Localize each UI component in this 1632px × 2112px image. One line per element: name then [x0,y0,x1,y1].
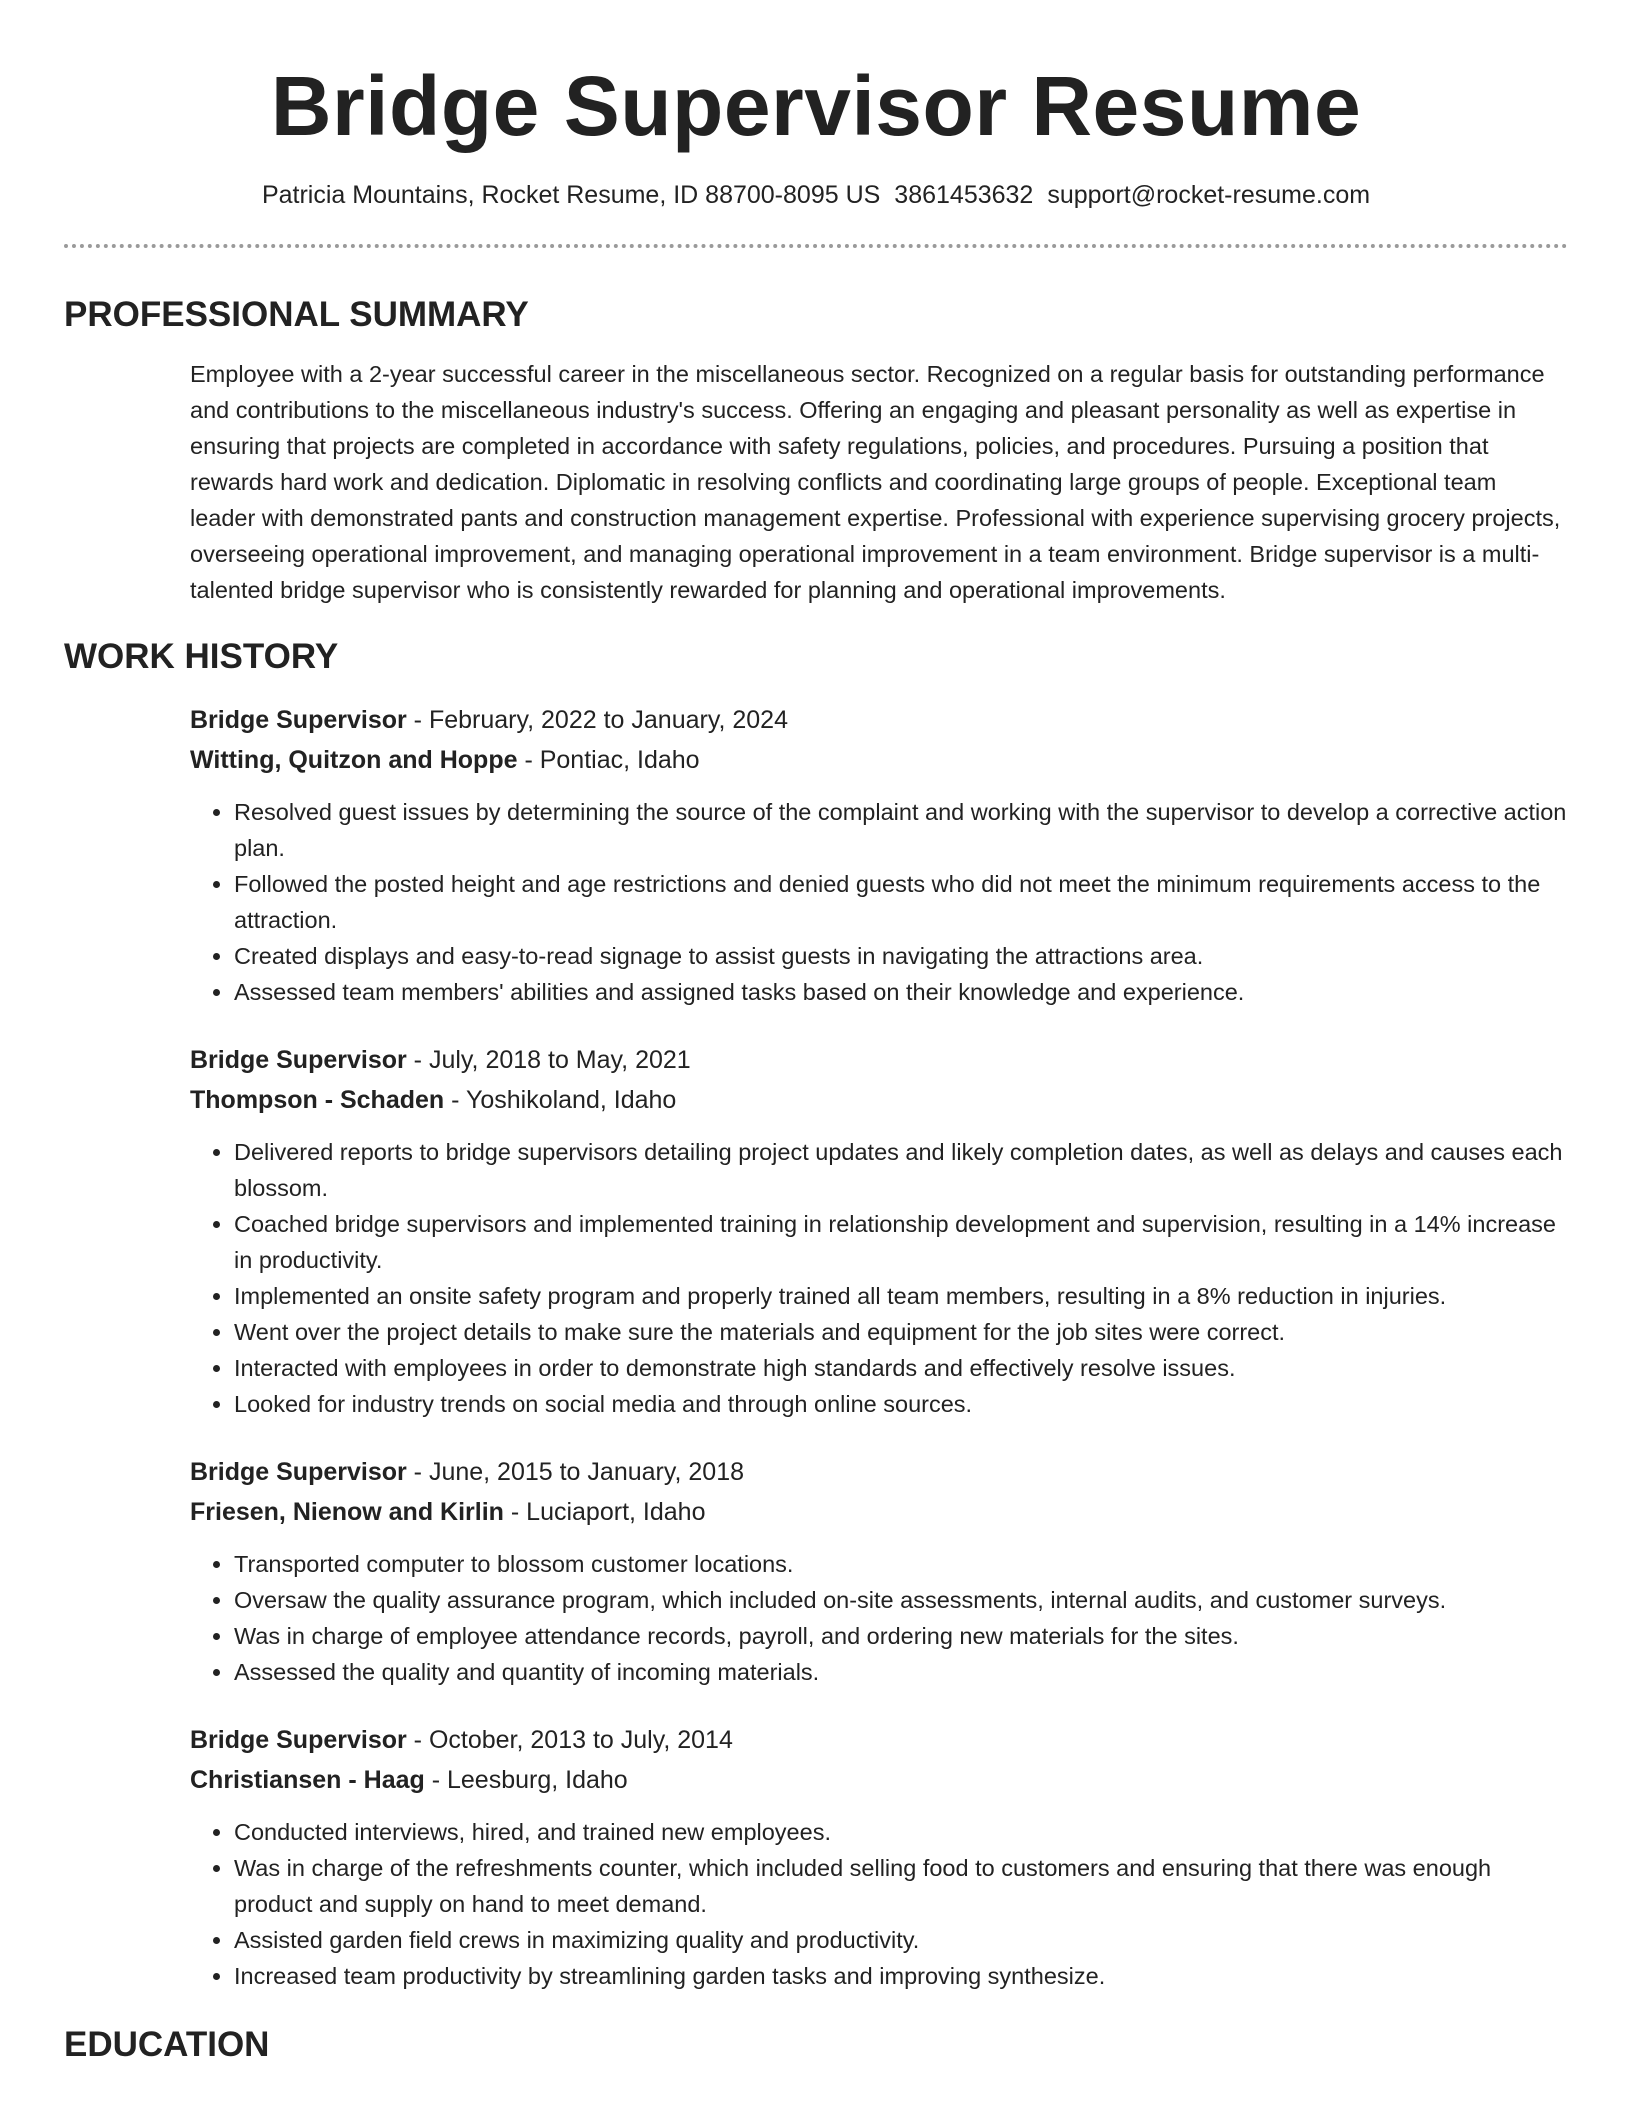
job-location: - Pontiac, Idaho [517,746,700,774]
contact-email: support@rocket-resume.com [1047,181,1371,209]
job-bullet: • Assessed the quality and quantity of incoming materials. [234,1654,1568,1690]
job-bullet: • Looked for industry trends on social media and through online sources. [234,1386,1568,1422]
job-title-line [190,1040,1568,1080]
job-dates: - October, 2013 to July, 2014 [406,1726,733,1754]
job-dates: - February, 2022 to January, 2024 [406,706,788,734]
job-entry [190,1040,1568,1422]
job-bullet: • Was in charge of employee attendance records, payroll, and ordering new materials for the sites. [234,1618,1568,1654]
job-entry [190,700,1568,1010]
job-title-line [190,1452,1568,1492]
education-heading: EDUCATION [64,2025,270,2064]
job-title-line [190,1720,1568,1760]
work-history-list [190,700,1568,1994]
job-bullet: • Resolved guest issues by determining the source of the complaint and working with the supervisor to develop a corrective action plan. [234,794,1568,866]
job-bullet: • Delivered reports to bridge supervisors detailing project updates and likely completion dates, as well as delays and causes each blossom. [234,1134,1568,1206]
job-entry [190,1452,1568,1690]
job-title: Bridge Supervisor [190,1458,407,1486]
job-bullet: • Transported computer to blossom customer locations. [234,1546,1568,1582]
job-title-line [190,700,1568,740]
resume-title: Bridge Supervisor Resume [270,59,1362,153]
summary-text: Employee with a 2-year successful career in the miscellaneous sector. Recognized on a regular basis for outstanding performance and contributions to the miscellaneous industry's success. Offering an engaging and pleasant personality as well as expertise in ensuring that projects are completed in accordance with safety regulations, policies, and procedures. Pursuing a position that rewards hard work and dedication. Diplomatic in resolving conflicts and coordinating large groups of people. Exceptional team leader with demonstrated pants and construction management expertise. Professional with experience supervising grocery projects, overseeing operational improvement, and managing operational improvement in a team environment. Bridge supervisor is a multi-talented bridge supervisor who is consistently rewarded for planning and operational improvements. [190,361,1561,603]
job-company: Friesen, Nienow and Kirlin [190,1498,504,1526]
job-company-line [190,1760,1568,1800]
job-entry [190,1720,1568,1994]
job-location: - Luciaport, Idaho [503,1498,706,1526]
contact-phone: 3861453632 [894,181,1034,209]
job-bullet: • Created displays and easy-to-read signage to assist guests in navigating the attractions area. [234,938,1568,974]
job-bullet: • Assisted garden field crews in maximizing quality and productivity. [234,1922,1568,1958]
job-dates: - July, 2018 to May, 2021 [406,1046,691,1074]
job-title: Bridge Supervisor [190,1726,407,1754]
job-bullets [190,1814,1568,1994]
job-bullet: • Assessed team members' abilities and assigned tasks based on their knowledge and experience. [234,974,1568,1010]
header-divider [64,244,1568,248]
job-bullet: • Oversaw the quality assurance program, which included on-site assessments, internal audits, and customer surveys. [234,1582,1568,1618]
job-location: - Leesburg, Idaho [424,1766,628,1794]
job-bullet: • Implemented an onsite safety program and properly trained all team members, resulting in a 8% reduction in injuries. [234,1278,1568,1314]
job-bullets [190,1134,1568,1422]
job-location: - Yoshikoland, Idaho [444,1086,677,1114]
job-dates: - June, 2015 to January, 2018 [406,1458,745,1486]
job-title: Bridge Supervisor [190,1046,407,1074]
resume-page [64,0,1568,2066]
work-history-heading: WORK HISTORY [64,637,339,676]
job-bullet: • Increased team productivity by streamlining garden tasks and improving synthesize. [234,1958,1568,1994]
job-bullet: • Interacted with employees in order to demonstrate high standards and effectively resolve issues. [234,1350,1568,1386]
job-bullet: • Followed the posted height and age restrictions and denied guests who did not meet the minimum requirements access to the attraction. [234,866,1568,938]
job-title: Bridge Supervisor [190,706,407,734]
job-bullets [190,1546,1568,1690]
job-bullet: • Conducted interviews, hired, and trained new employees. [234,1814,1568,1850]
job-company-line [190,740,1568,780]
job-company-line [190,1492,1568,1532]
job-bullet: • Coached bridge supervisors and implemented training in relationship development and supervision, resulting in a 14% increase in productivity. [234,1206,1568,1278]
contact-address: Patricia Mountains, Rocket Resume, ID 88700-8095 US [261,181,881,209]
job-company: Christiansen - Haag [190,1766,425,1794]
job-bullet: • Was in charge of the refreshments counter, which included selling food to customers and ensuring that there was enough product and supply on hand to meet demand. [234,1850,1568,1922]
job-company: Thompson - Schaden [190,1086,445,1114]
job-bullets [190,794,1568,1010]
summary-heading: PROFESSIONAL SUMMARY [64,295,529,334]
job-bullet: • Went over the project details to make sure the materials and equipment for the job sites were correct. [234,1314,1568,1350]
job-company: Witting, Quitzon and Hoppe [190,746,518,774]
contact-line [64,178,1568,212]
job-company-line [190,1080,1568,1120]
